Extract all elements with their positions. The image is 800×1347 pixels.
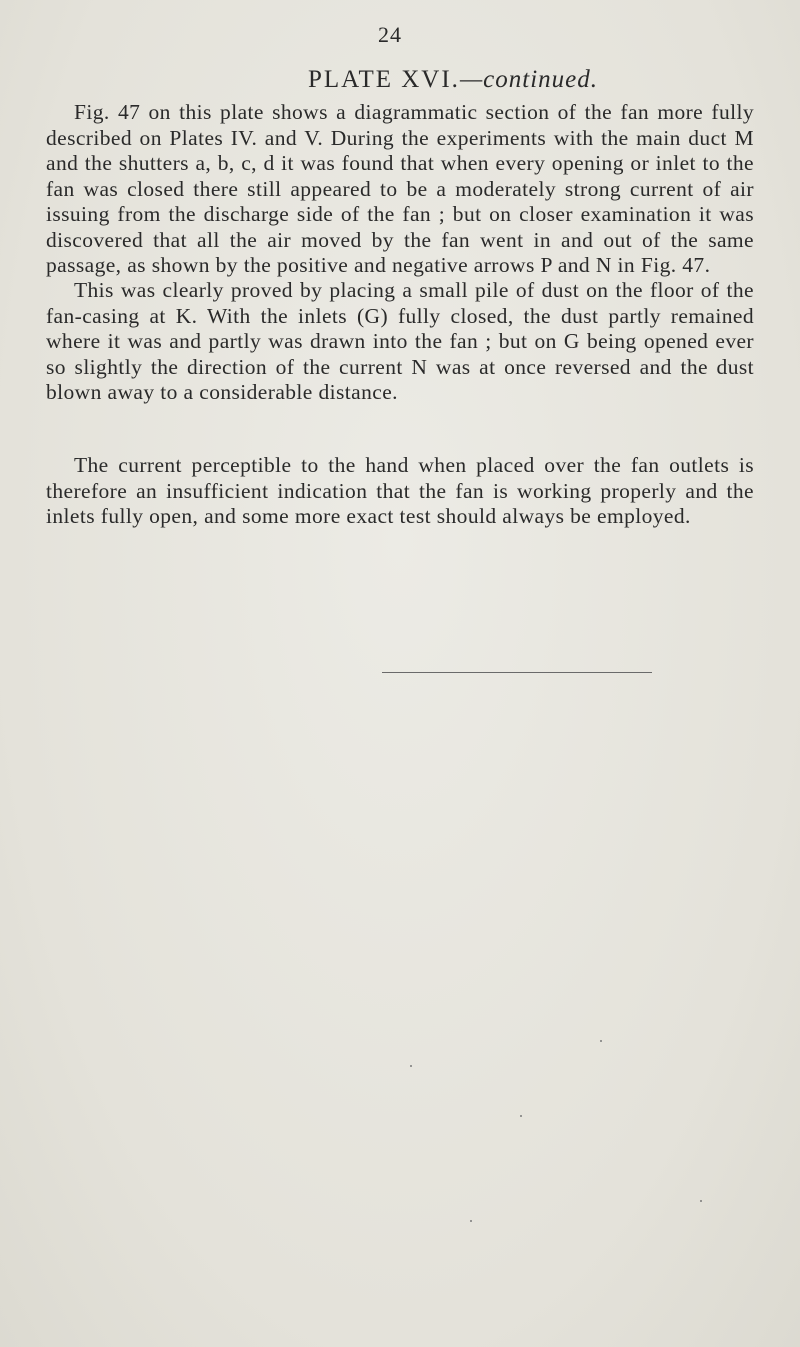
page-number: 24 xyxy=(378,22,402,47)
paper-speck xyxy=(600,1040,602,1042)
paper-speck xyxy=(520,1115,522,1117)
paragraph-3: The current perceptible to the hand when placed over the fan outlets is therefore an insufficient indication that the fan is working properly and the inlets fully open, and some more exact test should always be employed. xyxy=(46,453,754,528)
paper-speck xyxy=(470,1220,472,1222)
plate-title-text: PLATE XVI. xyxy=(308,66,460,93)
section-divider xyxy=(382,672,652,673)
paper-speck xyxy=(410,1065,412,1067)
paragraph-2: This was clearly proved by placing a small pile of dust on the floor of the fan-casing at K. With the inlets (G) fully closed, the dust partly remained where it was and partly was drawn into the fan ; but on G being opened ever so slightly the direction of the current N was at once reversed and the dust blown away to a considerable distance. xyxy=(46,278,754,404)
plate-title xyxy=(308,66,598,94)
paper-speck xyxy=(700,1200,702,1202)
paragraph-1: Fig. 47 on this plate shows a diagrammatic section of the fan more fully described on Plates IV. and V. During the experiments with the main duct M and the shutters a, b, c, d it was found that when every opening or inlet to the fan was closed there still appeared to be a moderately strong current of air issuing from the discharge side of the fan ; but on closer examination it was discovered that all the air moved by the fan went in and out of the same passage, as shown by the positive and negative arrows P and N in Fig. 47. xyxy=(46,100,754,277)
plate-title-continued: —continued. xyxy=(459,66,599,93)
